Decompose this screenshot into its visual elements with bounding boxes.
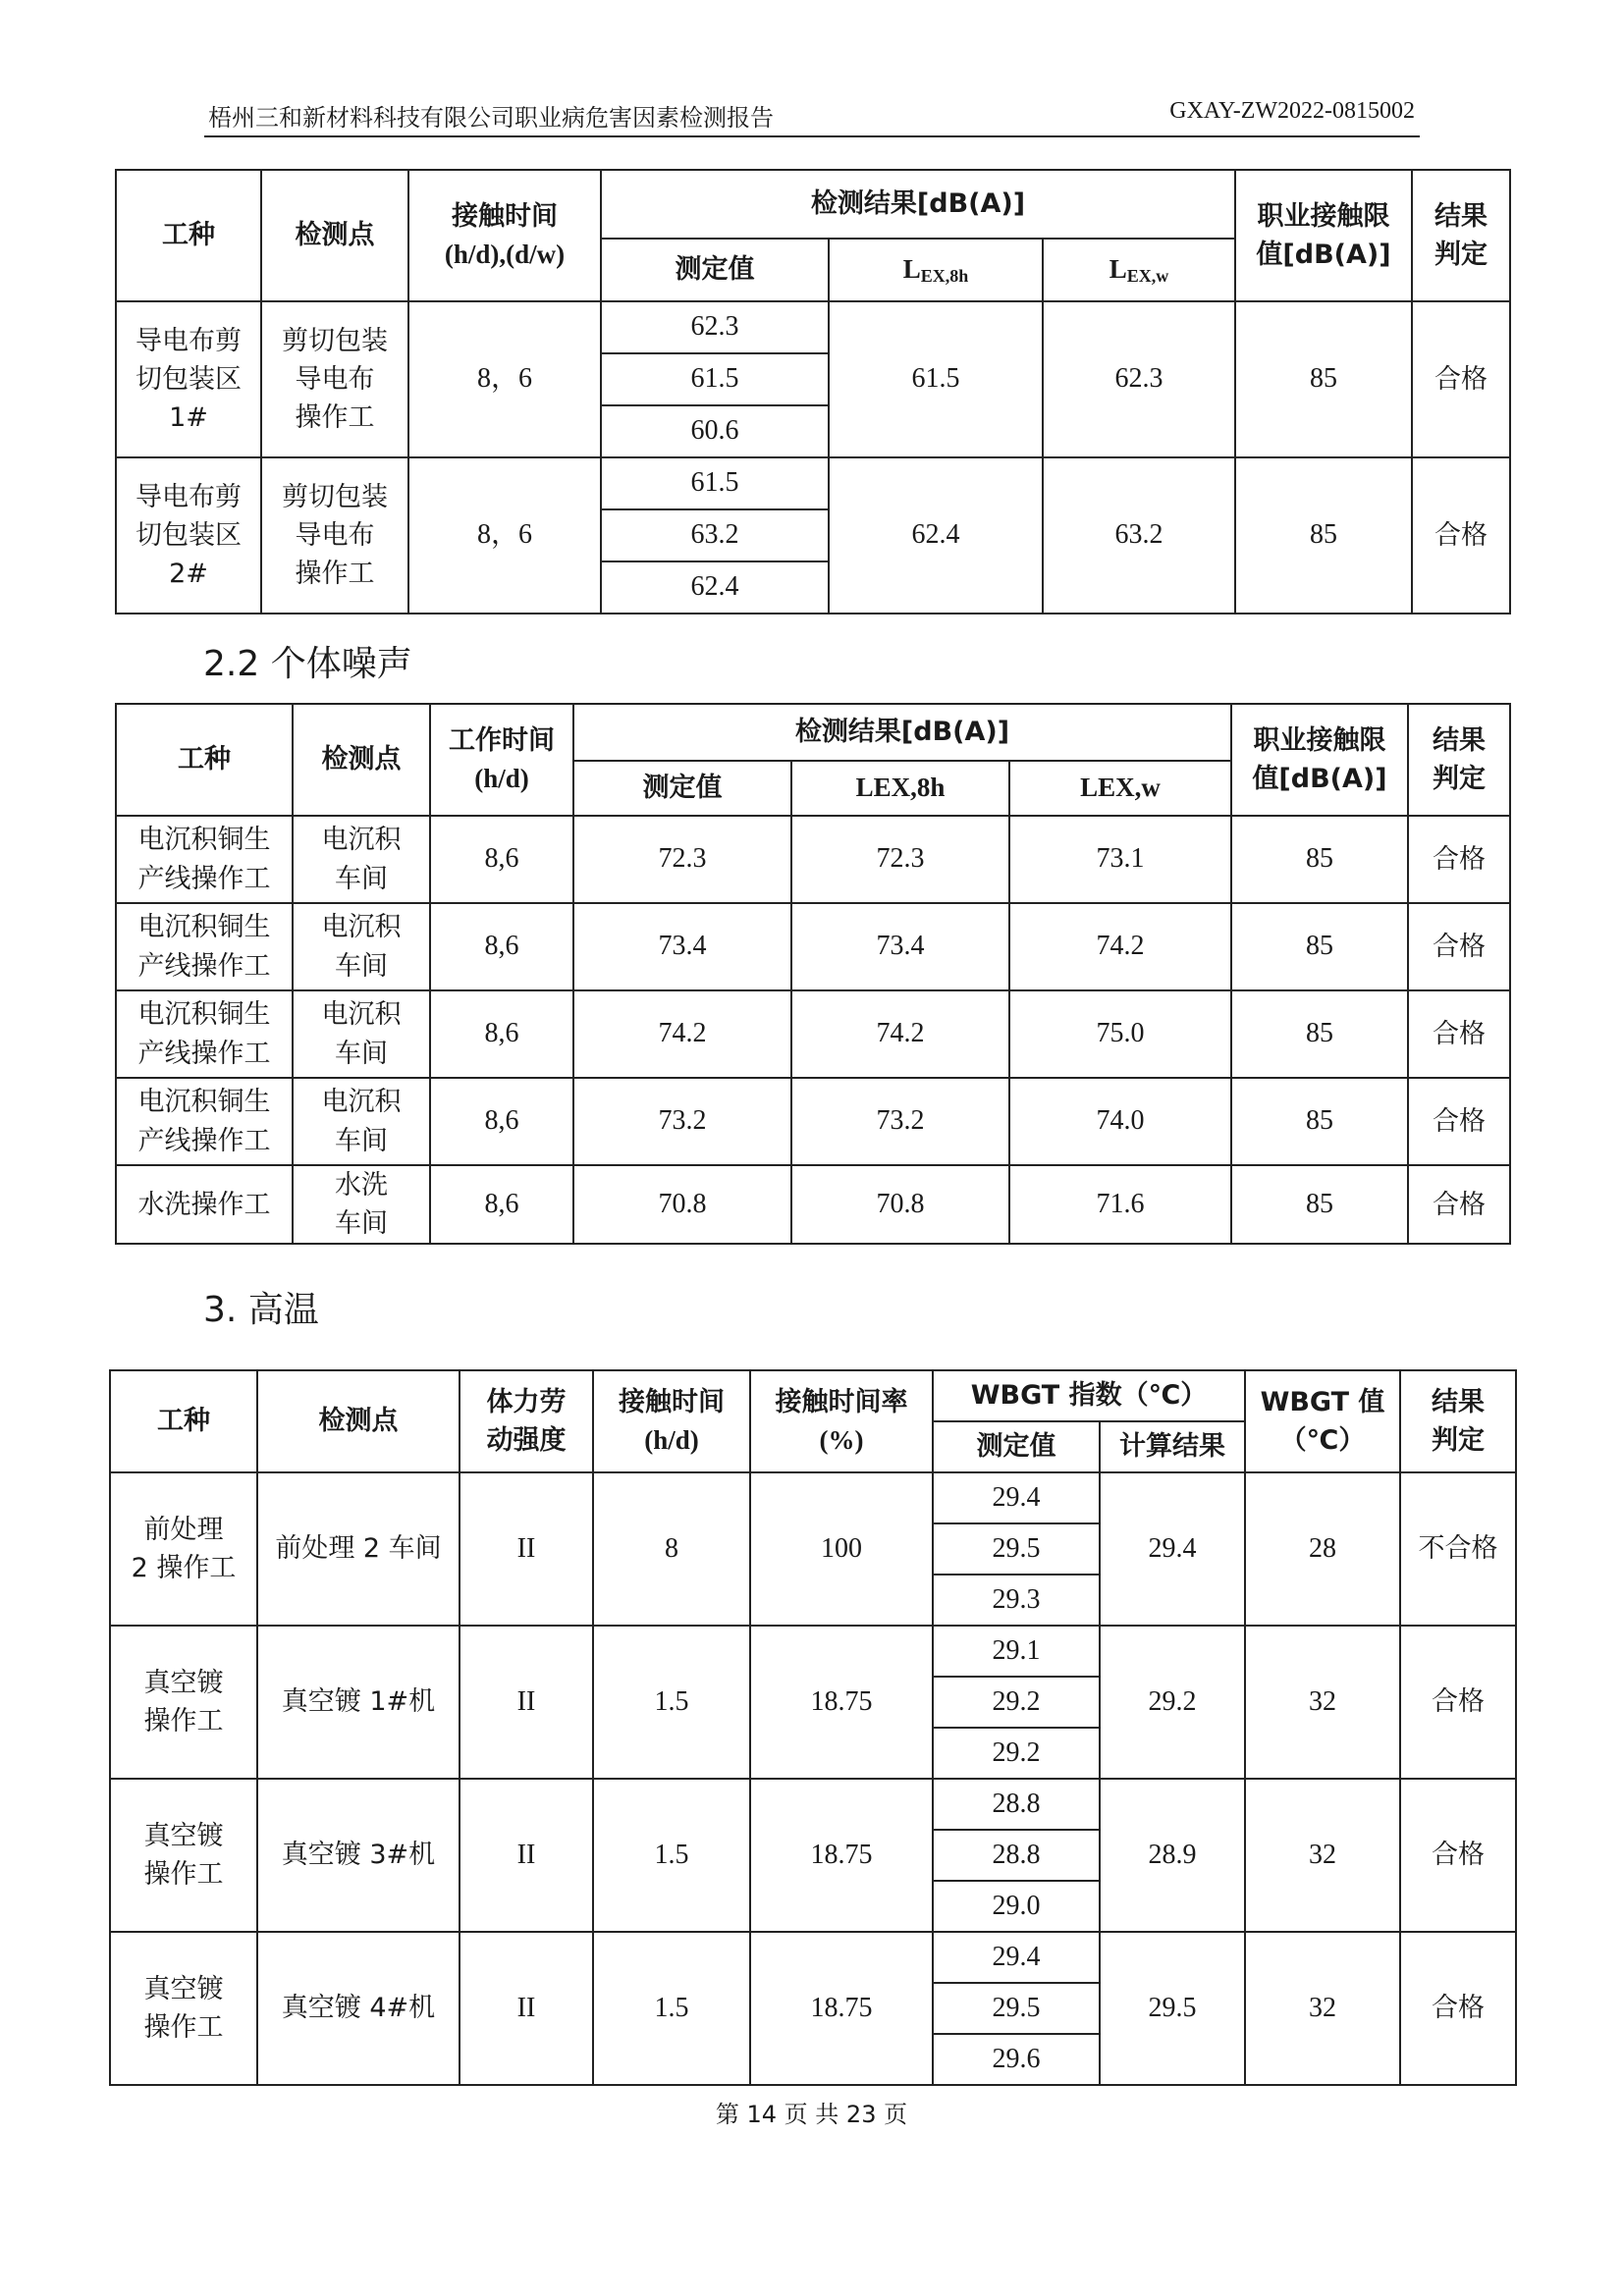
lexw-cell: 74.2 [1009,903,1231,990]
measured-cell: 29.2 [933,1677,1100,1728]
calc-cell: 29.4 [1100,1472,1245,1626]
point-cell: 水洗 车间 [293,1165,430,1244]
limit-cell: 85 [1231,816,1408,903]
point-cell: 电沉积 车间 [293,1078,430,1165]
time-cell: 8，6 [408,301,601,457]
col-header-rate: 接触时间率 (%) [750,1370,933,1472]
time-cell: 1.5 [593,1932,750,2085]
lex8h-cell: 70.8 [791,1165,1009,1244]
lex8h-cell: 62.4 [829,457,1043,614]
lexw-cell: 74.0 [1009,1078,1231,1165]
col-header-point: 检测点 [293,704,430,816]
labor-cell: II [460,1626,593,1779]
job-cell: 真空镀 操作工 [110,1779,257,1932]
col-header-lex8h: $L_{EX,8h}$ [829,239,1043,301]
job-cell: 水洗操作工 [116,1165,293,1244]
judge-cell: 合格 [1400,1626,1516,1779]
limit-cell: 85 [1231,990,1408,1078]
judge-cell: 合格 [1400,1932,1516,2085]
measured-cell: 70.8 [573,1165,791,1244]
point-cell: 电沉积 车间 [293,990,430,1078]
judge-cell: 合格 [1412,301,1510,457]
limit-cell: 85 [1235,301,1412,457]
lexw-cell: 75.0 [1009,990,1231,1078]
table-row [110,1472,1516,1523]
judge-cell: 合格 [1412,457,1510,614]
measured-cell: 63.2 [601,509,829,561]
col-header-point: 检测点 [257,1370,460,1472]
lexw-cell: 62.3 [1043,301,1235,457]
section-title-high-temperature: 3. 高温 [203,1290,319,1330]
limit-cell: 85 [1231,1165,1408,1244]
point-cell: 剪切包装 导电布 操作工 [261,457,408,614]
rate-cell: 18.75 [750,1626,933,1779]
job-cell: 导电布剪 切包装区 2# [116,457,261,614]
col-header-measured: 测定值 [601,239,829,301]
limit-cell: 85 [1231,1078,1408,1165]
col-header-limit: 职业接触限 值[dB(A)] [1235,170,1412,301]
point-cell: 真空镀 4#机 [257,1932,460,2085]
table-row [116,1078,1510,1165]
measured-cell: 62.4 [601,561,829,614]
table-row [116,301,1510,353]
header-divider [204,135,1420,137]
measured-cell: 60.6 [601,405,829,457]
measured-cell: 29.1 [933,1626,1100,1677]
time-cell: 8,6 [430,903,573,990]
lex8h-cell: 73.4 [791,903,1009,990]
col-header-job: 工种 [116,170,261,301]
time-cell: 8,6 [430,1078,573,1165]
point-cell: 真空镀 3#机 [257,1779,460,1932]
measured-cell: 29.0 [933,1881,1100,1932]
col-header-time: 工作时间 (h/d) [430,704,573,816]
report-title: 梧州三和新材料科技有限公司职业病危害因素检测报告 [208,104,774,132]
judge-cell: 合格 [1408,903,1510,990]
table-row [116,903,1510,990]
measured-cell: 61.5 [601,457,829,509]
lex8h-cell: 72.3 [791,816,1009,903]
measured-cell: 73.4 [573,903,791,990]
calc-cell: 29.5 [1100,1932,1245,2085]
job-cell: 电沉积铜生 产线操作工 [116,1078,293,1165]
col-header-wbgt-index: WBGT 指数（℃） [933,1370,1245,1421]
job-cell: 真空镀 操作工 [110,1932,257,2085]
time-cell: 8,6 [430,990,573,1078]
job-cell: 电沉积铜生 产线操作工 [116,903,293,990]
measured-cell: 74.2 [573,990,791,1078]
table-row [110,1932,1516,1983]
col-header-point: 检测点 [261,170,408,301]
job-cell: 电沉积铜生 产线操作工 [116,990,293,1078]
col-header-wbgt-value: WBGT 值 （℃） [1245,1370,1400,1472]
col-header-lex8h: LEX,8h [791,761,1009,816]
table-row [116,990,1510,1078]
col-header-time: 接触时间 (h/d),(d/w) [408,170,601,301]
point-cell: 电沉积 车间 [293,903,430,990]
col-header-labor: 体力劳 动强度 [460,1370,593,1472]
time-cell: 8 [593,1472,750,1626]
measured-cell: 29.5 [933,1523,1100,1575]
point-cell: 电沉积 车间 [293,816,430,903]
judge-cell: 合格 [1408,816,1510,903]
table-row [116,1165,1510,1244]
point-cell: 前处理 2 车间 [257,1472,460,1626]
point-cell: 真空镀 1#机 [257,1626,460,1779]
heat-table [109,1369,1517,2086]
limit-cell: 85 [1235,457,1412,614]
table-row [110,1779,1516,1830]
time-cell: 8,6 [430,816,573,903]
noise-table-2 [115,703,1511,1245]
time-cell: 1.5 [593,1626,750,1779]
rate-cell: 18.75 [750,1932,933,2085]
job-cell: 电沉积铜生 产线操作工 [116,816,293,903]
labor-cell: II [460,1932,593,2085]
col-header-lexw: $L_{EX,w}$ [1043,239,1235,301]
lexw-cell: 63.2 [1043,457,1235,614]
noise-table-1 [115,169,1511,614]
job-cell: 导电布剪 切包装区 1# [116,301,261,457]
wbgt-cell: 32 [1245,1932,1400,2085]
measured-cell: 61.5 [601,353,829,405]
calc-cell: 28.9 [1100,1779,1245,1932]
table-row [116,457,1510,509]
page-footer: 第 14 页 共 23 页 [715,2101,908,2128]
wbgt-cell: 28 [1245,1472,1400,1626]
job-cell: 真空镀 操作工 [110,1626,257,1779]
col-header-judge: 结果 判定 [1408,704,1510,816]
time-cell: 1.5 [593,1779,750,1932]
col-header-judge: 结果 判定 [1400,1370,1516,1472]
col-header-judge: 结果 判定 [1412,170,1510,301]
measured-cell: 29.5 [933,1983,1100,2034]
col-header-result: 检测结果[dB(A)] [573,704,1231,761]
measured-cell: 62.3 [601,301,829,353]
measured-cell: 28.8 [933,1830,1100,1881]
lexw-cell: 73.1 [1009,816,1231,903]
calc-cell: 29.2 [1100,1626,1245,1779]
job-cell: 前处理 2 操作工 [110,1472,257,1626]
wbgt-cell: 32 [1245,1779,1400,1932]
judge-cell: 合格 [1400,1779,1516,1932]
measured-cell: 29.3 [933,1575,1100,1626]
judge-cell: 合格 [1408,990,1510,1078]
judge-cell: 合格 [1408,1165,1510,1244]
point-cell: 剪切包装 导电布 操作工 [261,301,408,457]
col-header-lexw: LEX,w [1009,761,1231,816]
col-header-job: 工种 [116,704,293,816]
col-header-job: 工种 [110,1370,257,1472]
limit-cell: 85 [1231,903,1408,990]
rate-cell: 100 [750,1472,933,1626]
measured-cell: 73.2 [573,1078,791,1165]
lexw-cell: 71.6 [1009,1165,1231,1244]
labor-cell: II [460,1779,593,1932]
lex8h-cell: 73.2 [791,1078,1009,1165]
measured-cell: 29.4 [933,1472,1100,1523]
col-header-measured: 测定值 [933,1421,1100,1472]
time-cell: 8,6 [430,1165,573,1244]
col-header-limit: 职业接触限 值[dB(A)] [1231,704,1408,816]
judge-cell: 不合格 [1400,1472,1516,1626]
judge-cell: 合格 [1408,1078,1510,1165]
measured-cell: 29.4 [933,1932,1100,1983]
col-header-result: 检测结果[dB(A)] [601,170,1235,239]
measured-cell: 72.3 [573,816,791,903]
section-title-individual-noise: 2.2 个体噪声 [203,644,412,684]
lex8h-cell: 61.5 [829,301,1043,457]
labor-cell: II [460,1472,593,1626]
col-header-time: 接触时间 (h/d) [593,1370,750,1472]
measured-cell: 29.2 [933,1728,1100,1779]
measured-cell: 29.6 [933,2034,1100,2085]
time-cell: 8，6 [408,457,601,614]
table-row [110,1626,1516,1677]
report-code: GXAY-ZW2022-0815002 [1169,98,1415,124]
col-header-calc: 计算结果 [1100,1421,1245,1472]
rate-cell: 18.75 [750,1779,933,1932]
measured-cell: 28.8 [933,1779,1100,1830]
wbgt-cell: 32 [1245,1626,1400,1779]
col-header-measured: 测定值 [573,761,791,816]
lex8h-cell: 74.2 [791,990,1009,1078]
table-row [116,816,1510,903]
